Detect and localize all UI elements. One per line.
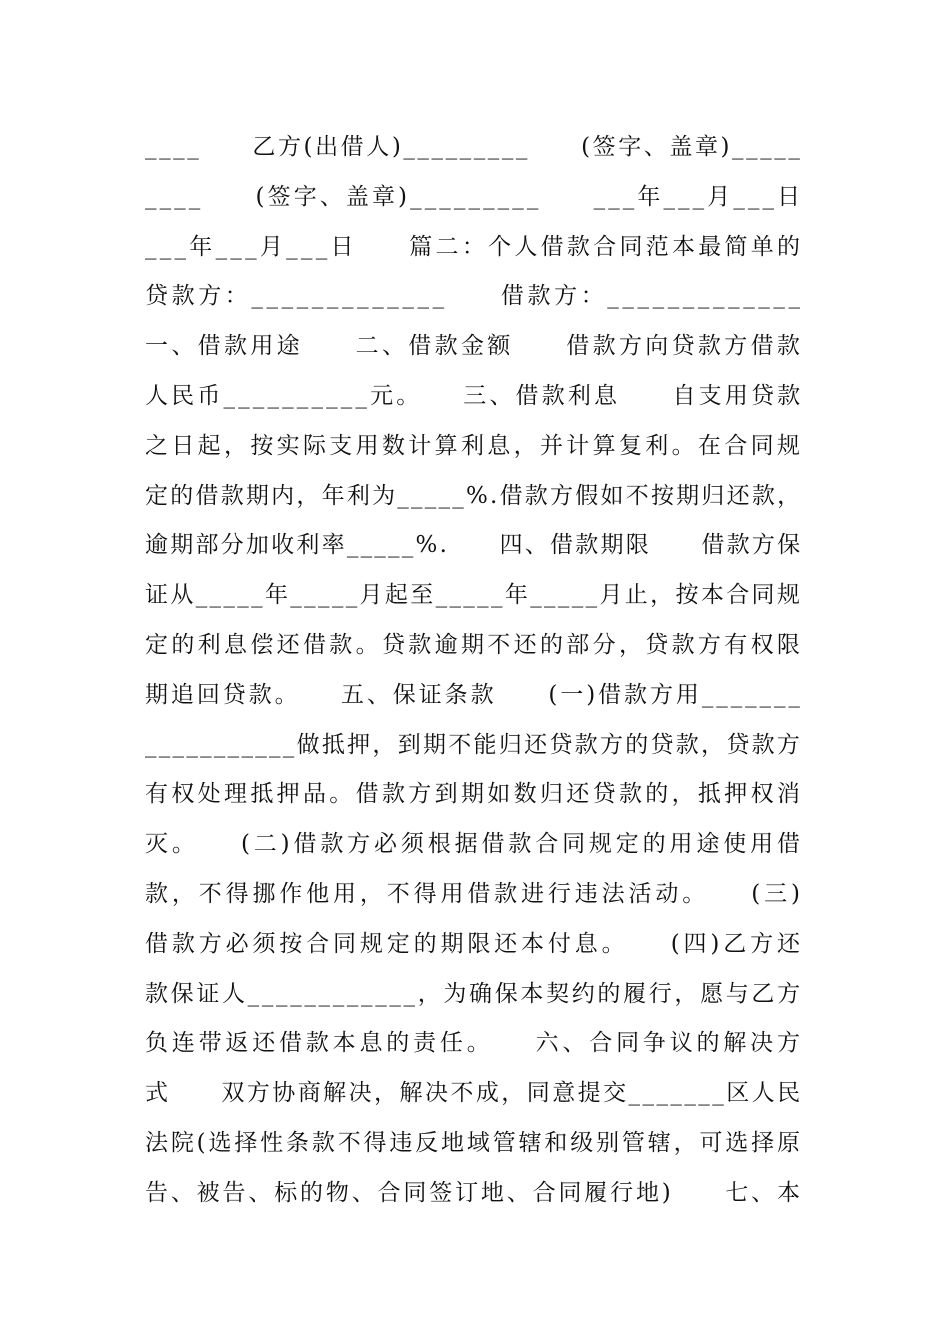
text-line-6: 人民币__________元。 三、借款利息 自支用贷款 xyxy=(145,382,804,409)
text-line-4: 贷款方：_____________ 借款方：_____________ xyxy=(145,283,804,310)
text-line-1: ____ 乙方(出借人)_________ (签字、盖章)_____ xyxy=(145,134,803,160)
contract-body-text xyxy=(145,123,804,1219)
text-line-22: 告、被告、标的物、合同签订地、合同履行地) 七、本 xyxy=(145,1179,803,1206)
text-line-3: ___年___月___日 篇二：个人借款合同范本最简单的 xyxy=(145,233,804,260)
text-line-5: 一、借款用途 二、借款金额 借款方向贷款方借款 xyxy=(145,333,804,360)
text-line-8: 定的借款期内，年利为_____%.借款方假如不按期归还款， xyxy=(145,482,803,509)
text-line-12: 期追回贷款。 五、保证条款 (一)借款方用_______ xyxy=(145,681,803,708)
text-line-10: 证从_____年_____月起至_____年_____月止，按本合同规 xyxy=(145,582,803,609)
text-line-19: 负连带返还借款本息的责任。 六、合同争议的解决方 xyxy=(145,1030,804,1057)
text-line-11: 定的利息偿还借款。贷款逾期不还的部分，贷款方有权限 xyxy=(145,631,804,658)
text-line-16: 款，不得挪作他用，不得用借款进行违法活动。 (三) xyxy=(145,880,804,907)
text-line-9: 逾期部分加收利率_____%. 四、借款期限 借款方保 xyxy=(145,532,803,559)
text-line-14: 有权处理抵押品。借款方到期如数归还贷款的，抵押权消 xyxy=(145,781,804,808)
text-line-17: 借款方必须按合同规定的期限还本付息。 (四)乙方还 xyxy=(145,930,804,957)
text-line-2: ____ (签字、盖章)_________ ___年___月___日 xyxy=(145,183,804,210)
text-line-13: ___________做抵押，到期不能归还贷款方的贷款，贷款方 xyxy=(145,731,803,758)
text-line-15: 灭。 (二)借款方必须根据借款合同规定的用途使用借 xyxy=(145,831,804,858)
text-line-20: 式 双方协商解决，解决不成，同意提交_______区人民 xyxy=(145,1080,803,1107)
text-line-21: 法院(选择性条款不得违反地域管辖和级别管辖，可选择原 xyxy=(145,1129,803,1156)
text-line-7: 之日起，按实际支用数计算利息，并计算复利。在合同规 xyxy=(145,432,804,459)
text-line-18: 款保证人____________，为确保本契约的履行，愿与乙方 xyxy=(145,980,803,1007)
